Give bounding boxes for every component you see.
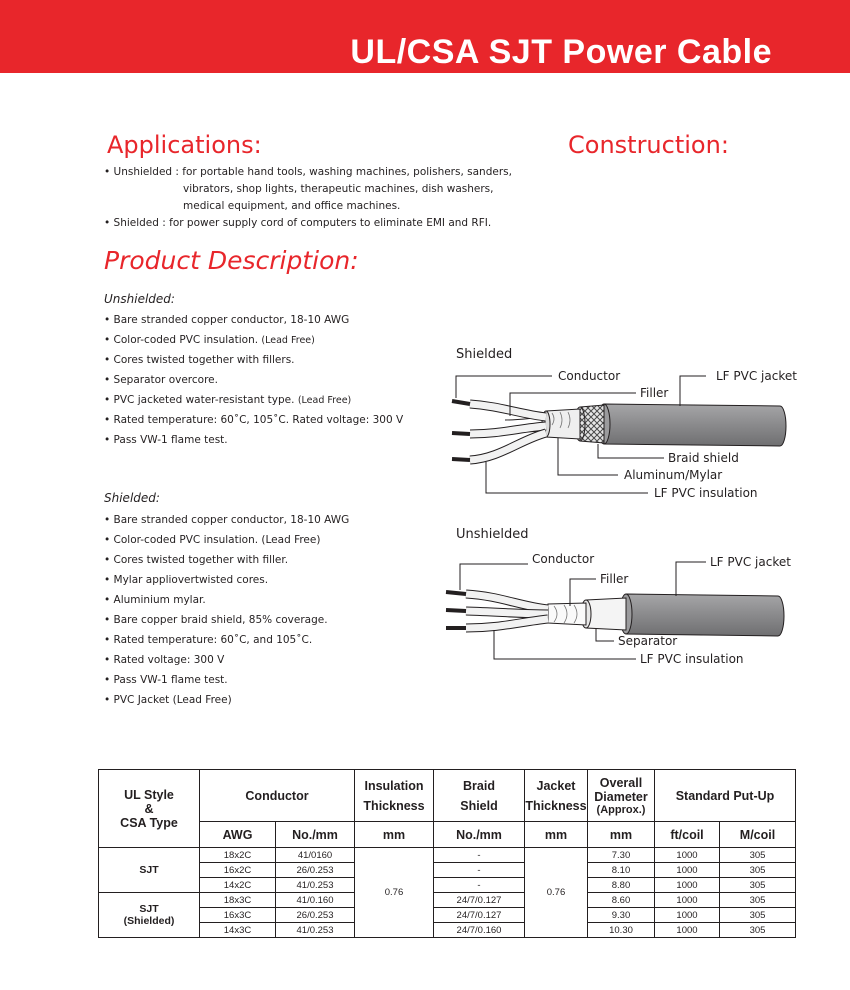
header-braid: Braid Shield xyxy=(434,770,525,822)
unshielded-spec-item: • PVC jacketed water-resistant type. (Lead Free) xyxy=(104,394,352,406)
shielded-spec-item: • Bare stranded copper conductor, 18-10 AWG xyxy=(104,514,350,526)
label-conductor: Conductor xyxy=(558,369,621,383)
construction-heading: Construction: xyxy=(568,131,729,159)
label-conductor: Conductor xyxy=(532,552,595,566)
label-lf-pvc-insulation: LF PVC insulation xyxy=(640,652,744,666)
shielded-spec-item: • Aluminium mylar. xyxy=(104,594,206,606)
header-overall-unit: mm xyxy=(588,822,655,848)
unshielded-spec-item: • Bare stranded copper conductor, 18-10 AWG xyxy=(104,314,350,326)
shielded-cable-drawing xyxy=(452,376,786,493)
shielded-spec-item: • Bare copper braid shield, 85% coverage. xyxy=(104,614,328,626)
header-ft-coil: ft/coil xyxy=(655,822,720,848)
label-aluminum-mylar: Aluminum/Mylar xyxy=(624,468,723,482)
shielded-spec-item: • Color-coded PVC insulation. (Lead Free) xyxy=(104,534,321,546)
header-insulation-unit: mm xyxy=(355,822,434,848)
group-sjt-shielded: SJT (Shielded) xyxy=(99,893,200,938)
table-row: 14x2C 41/0.253 - 8.80 1000 305 xyxy=(99,878,796,893)
table-row: SJT 18x2C 41/0160 0.76 - 0.76 7.30 1000 305 xyxy=(99,848,796,863)
jacket-value: 0.76 xyxy=(525,848,588,938)
table-row: 16x3C 26/0.253 24/7/0.127 9.30 1000 305 xyxy=(99,908,796,923)
header-braid-unit: No./mm xyxy=(434,822,525,848)
header-m-coil: M/coil xyxy=(720,822,796,848)
application-line: medical equipment, and office machines. xyxy=(183,200,401,212)
table-row: 14x3C 41/0.253 24/7/0.160 10.30 1000 305 xyxy=(99,923,796,938)
application-line: • Shielded : for power supply cord of computers to eliminate EMI and RFI. xyxy=(104,217,492,229)
label-lf-pvc-jacket: LF PVC jacket xyxy=(716,369,797,383)
header-putup: Standard Put-Up xyxy=(655,770,796,822)
table-row: 16x2C 26/0.253 - 8.10 1000 305 xyxy=(99,863,796,878)
table-row: SJT (Shielded) 18x3C 41/0.160 24/7/0.127 8.60 1000 305 xyxy=(99,893,796,908)
label-braid-shield: Braid shield xyxy=(668,451,739,465)
shielded-subheading: Shielded: xyxy=(104,491,160,505)
label-separator: Separator xyxy=(618,634,678,648)
header-no-mm: No./mm xyxy=(276,822,355,848)
unshielded-subheading: Unshielded: xyxy=(104,292,175,306)
shielded-spec-item: • Rated voltage: 300 V xyxy=(104,654,225,666)
header-jacket: Jacket Thickness xyxy=(525,770,588,822)
header-conductor: Conductor xyxy=(200,770,355,822)
header-awg: AWG xyxy=(200,822,276,848)
shielded-spec-item: • Mylar appliovertwisted cores. xyxy=(104,574,269,586)
page-title: UL/CSA SJT Power Cable xyxy=(350,33,772,71)
spec-table xyxy=(98,769,796,938)
shielded-spec-item: • PVC Jacket (Lead Free) xyxy=(104,694,232,706)
header-ul-style: UL Style & CSA Type xyxy=(99,770,200,848)
header-overall: Overall Diameter (Approx.) xyxy=(588,770,655,822)
unshielded-spec-item: • Cores twisted together with fillers. xyxy=(104,354,295,366)
insulation-value: 0.76 xyxy=(355,848,434,938)
label-lf-pvc-insulation: LF PVC insulation xyxy=(654,486,758,500)
shielded-spec-item: • Rated temperature: 60˚C, and 105˚C. xyxy=(104,634,313,646)
shielded-diagram-title: Shielded xyxy=(456,347,513,362)
shielded-spec-item: • Cores twisted together with filler. xyxy=(104,554,289,566)
unshielded-spec-item: • Pass VW-1 flame test. xyxy=(104,434,228,446)
product-description-heading: Product Description: xyxy=(104,246,359,275)
unshielded-diagram-title: Unshielded xyxy=(456,527,529,542)
unshielded-spec-item: • Separator overcore. xyxy=(104,374,218,386)
unshielded-spec-item: • Rated temperature: 60˚C, 105˚C. Rated voltage: 300 V xyxy=(104,414,404,426)
label-filler: Filler xyxy=(640,386,669,400)
application-line: • Unshielded : for portable hand tools, washing machines, polishers, sanders, xyxy=(104,166,512,178)
group-sjt: SJT xyxy=(99,848,200,893)
label-filler: Filler xyxy=(600,572,629,586)
shielded-spec-item: • Pass VW-1 flame test. xyxy=(104,674,228,686)
header-jacket-unit: mm xyxy=(525,822,588,848)
label-lf-pvc-jacket: LF PVC jacket xyxy=(710,555,791,569)
unshielded-spec-item: • Color-coded PVC insulation. (Lead Free) xyxy=(104,334,315,346)
application-line: vibrators, shop lights, therapeutic machines, dish washers, xyxy=(183,183,494,195)
header-insulation: Insulation Thickness xyxy=(355,770,434,822)
applications-heading: Applications: xyxy=(107,131,262,159)
